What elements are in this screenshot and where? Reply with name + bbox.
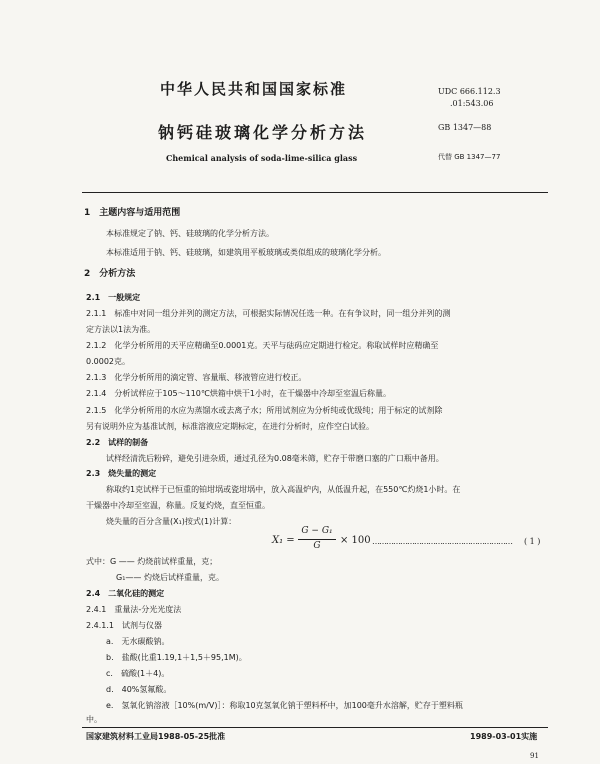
clause-2-1-3: 2.1.3 化学分析所用的滴定管、容量瓶、移液管应进行校正。 <box>86 373 307 382</box>
replaces-standard: 代替 GB 1347—77 <box>438 153 501 161</box>
footer-rule <box>82 727 548 728</box>
where-clause-1: 式中：G —— 灼烧前试样重量，克； <box>86 557 218 566</box>
section-2-3-paragraph-3: 烧失量的百分含量(X₁)按式(1)计算： <box>106 517 237 526</box>
clause-2-1-5-line-2: 另有说明外应为基准试剂，标准溶液应定期标定，在进行分析时，应作空白试验。 <box>86 422 374 431</box>
section-2-3-heading: 2.3 烧失量的测定 <box>86 469 157 478</box>
reagent-item-e-line-2: 中。 <box>86 715 102 724</box>
formula-number: ( 1 ) <box>524 537 541 546</box>
effective-date: 1989-03-01实施 <box>470 732 538 741</box>
section-2-3-paragraph-2: 干燥器中冷却至室温，称量。反复灼烧，直至恒重。 <box>86 501 270 510</box>
udc-line-1: UDC 666.112.3 <box>438 87 501 96</box>
section-2-heading: 2 分析方法 <box>84 269 136 279</box>
formula-numerator: G − G₁ <box>301 526 333 536</box>
section-2-2-heading: 2.2 试样的制备 <box>86 438 149 447</box>
reagent-item-c: c. 硫酸(1＋4)。 <box>106 669 170 678</box>
reagent-item-a: a. 无水碳酸钠。 <box>106 637 170 646</box>
reagent-item-e-line-1: e. 氢氧化钠溶液［10%(m/V)］：称取10克氢氧化钠于塑料杯中，加100毫升水溶解，贮存于塑料瓶 <box>106 701 463 710</box>
gb-code: GB 1347—88 <box>438 123 492 132</box>
clause-2-1-4: 2.1.4 分析试样应于105～110℃烘箱中烘干1小时，在干燥器中冷却至室温后称量。 <box>86 389 391 398</box>
formula-leader-dots: …………………………………………………… <box>372 537 512 546</box>
section-1-paragraph-2: 本标准适用于钠、钙、硅玻璃，如建筑用平板玻璃或类似组成的玻璃化学分析。 <box>106 248 386 257</box>
section-2-2-paragraph: 试样经清洗后粉碎，避免引进杂质，通过孔径为0.08毫米筛，贮存于带磨口塞的广口瓶中备用。 <box>106 454 444 463</box>
clause-2-1-1-line-1: 2.1.1 标准中对同一组分并列的测定方法，可根据实际情况任选一种。在有争议时，同一组分并列的测 <box>86 309 451 318</box>
section-2-3-paragraph-1: 称取约1克试样于已恒重的铂坩埚或瓷坩埚中，放入高温炉内，从低温升起，在550℃灼烧1小时。在 <box>106 485 461 494</box>
formula-rhs: × 100 <box>340 535 371 546</box>
udc-line-2: .01:543.06 <box>450 99 494 108</box>
clause-2-4-1-1: 2.4.1.1 试剂与仪器 <box>86 621 162 630</box>
clause-2-1-1-line-2: 定方法以1法为准。 <box>86 325 156 334</box>
section-1-paragraph-1: 本标准规定了钠、钙、硅玻璃的化学分析方法。 <box>106 229 274 238</box>
approval-line: 国家建筑材料工业局1988-05-25批准 <box>86 732 226 741</box>
formula-denominator: G <box>313 541 321 551</box>
formula-lhs: X₁ = <box>272 535 295 546</box>
where-clause-2: G₁—— 灼烧后试样重量，克。 <box>116 573 224 582</box>
clause-2-4-1: 2.4.1 重量法-分光光度法 <box>86 605 182 614</box>
document-title: 钠钙硅玻璃化学分析方法 <box>158 123 368 142</box>
fraction-bar <box>298 539 336 540</box>
page-number: 91 <box>530 752 539 760</box>
reagent-item-d: d. 40%氢氟酸。 <box>106 685 172 694</box>
standard-org-title: 中华人民共和国国家标准 <box>160 80 348 98</box>
section-1-heading: 1 主题内容与适用范围 <box>84 208 181 218</box>
reagent-item-b: b. 盐酸(比重1.19,1＋1,5＋95,1M)。 <box>106 653 247 662</box>
section-2-1-heading: 2.1 一般规定 <box>86 293 141 302</box>
clause-2-1-5-line-1: 2.1.5 化学分析所用的水应为蒸馏水或去离子水；所用试剂应为分析纯或优级纯；用于标定的试剂除 <box>86 406 443 415</box>
clause-2-1-2-line-2: 0.0002克。 <box>86 357 130 366</box>
section-2-4-heading: 2.4 二氧化硅的测定 <box>86 589 165 598</box>
english-title: Chemical analysis of soda-lime-silica glass <box>166 153 358 163</box>
header-rule <box>82 192 548 193</box>
clause-2-1-2-line-1: 2.1.2 化学分析所用的天平应精确至0.0001克。天平与砝码应定期进行检定。称取试样时应精确至 <box>86 341 439 350</box>
